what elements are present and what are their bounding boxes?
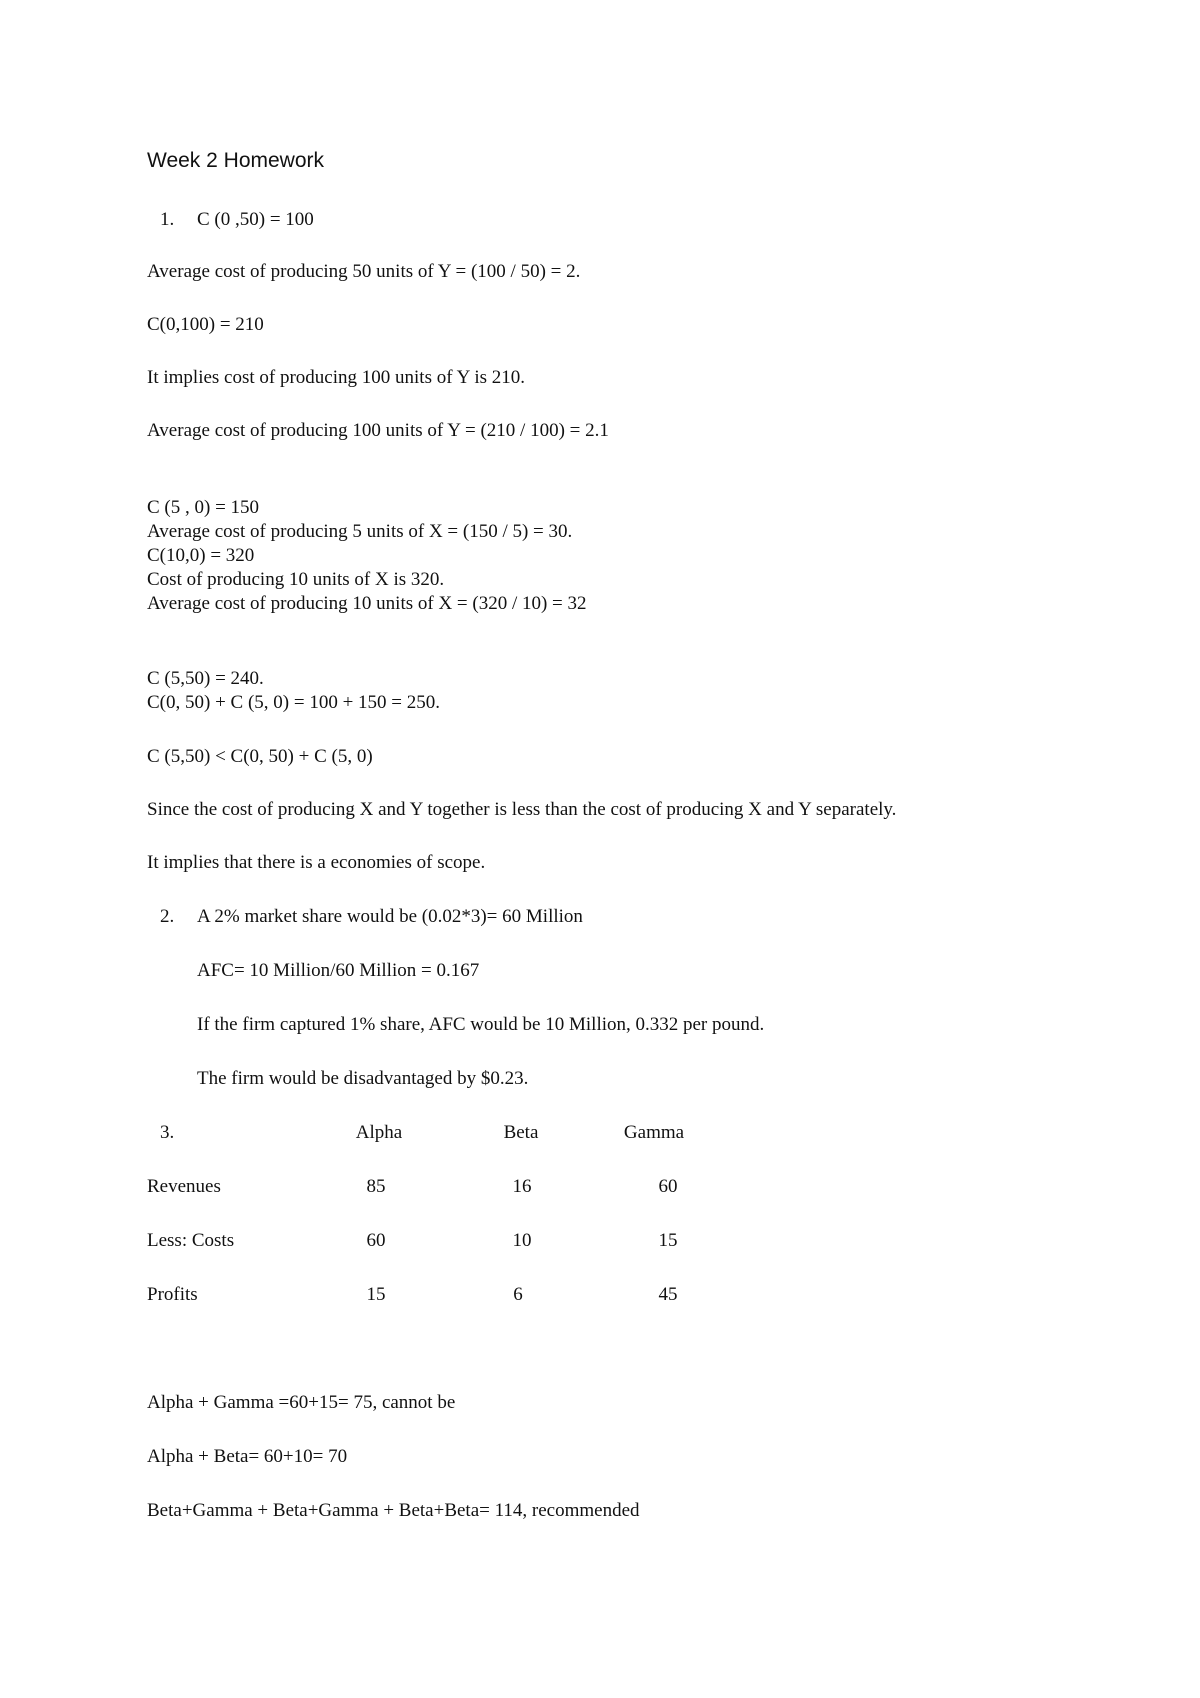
q3-number: 3. xyxy=(160,1122,175,1143)
q2-line: A 2% market share would be (0.02*3)= 60 Million xyxy=(197,906,583,927)
q1-line: C(0, 50) + C (5, 0) = 100 + 150 = 250. xyxy=(147,692,441,713)
q1-line: Since the cost of producing X and Y together is less than the cost of producing X and Y separately. xyxy=(147,799,897,820)
q2-number: 2. xyxy=(160,906,175,927)
q3-conclusion: Beta+Gamma + Beta+Gamma + Beta+Beta= 114, recommended xyxy=(147,1500,640,1521)
q1-line: It implies that there is a economies of scope. xyxy=(147,852,486,873)
q1-line: Average cost of producing 50 units of Y = (100 / 50) = 2. xyxy=(147,261,581,282)
q3-conclusion: Alpha + Beta= 60+10= 70 xyxy=(147,1446,348,1467)
table-cell: 16 xyxy=(512,1176,532,1197)
table-cell: 10 xyxy=(512,1230,532,1251)
q2-line: If the firm captured 1% share, AFC would be 10 Million, 0.332 per pound. xyxy=(197,1014,765,1035)
table-column-header: Gamma xyxy=(623,1122,685,1143)
table-cell: 15 xyxy=(658,1230,678,1251)
q1-line: C(10,0) = 320 xyxy=(147,545,255,566)
table-cell: 60 xyxy=(366,1230,386,1251)
q1-line: Average cost of producing 5 units of X = (150 / 5) = 30. xyxy=(147,521,573,542)
q1-line: Average cost of producing 10 units of X = (320 / 10) = 32 xyxy=(147,593,587,614)
q2-line: The firm would be disadvantaged by $0.23. xyxy=(197,1068,529,1089)
q1-first-line: C (0 ,50) = 100 xyxy=(197,209,314,230)
table-cell: 15 xyxy=(366,1284,386,1305)
q1-line: Average cost of producing 100 units of Y = (210 / 100) = 2.1 xyxy=(147,420,609,441)
table-row-label: Profits xyxy=(147,1284,198,1305)
q2-line: AFC= 10 Million/60 Million = 0.167 xyxy=(197,960,480,981)
table-row-label: Less: Costs xyxy=(147,1230,235,1251)
page-title: Week 2 Homework xyxy=(147,149,325,172)
q3-conclusion: Alpha + Gamma =60+15= 75, cannot be xyxy=(147,1392,456,1413)
q1-line: C (5,50) = 240. xyxy=(147,668,264,689)
table-cell: 45 xyxy=(658,1284,678,1305)
q1-number: 1. xyxy=(160,209,175,230)
table-cell: 60 xyxy=(658,1176,678,1197)
q1-line: C(0,100) = 210 xyxy=(147,314,264,335)
q1-line: C (5 , 0) = 150 xyxy=(147,497,260,518)
q1-line: C (5,50) < C(0, 50) + C (5, 0) xyxy=(147,746,373,767)
table-column-header: Beta xyxy=(503,1122,539,1143)
table-column-header: Alpha xyxy=(355,1122,403,1143)
table-cell: 85 xyxy=(366,1176,386,1197)
table-cell: 6 xyxy=(513,1284,523,1305)
table-row-label: Revenues xyxy=(147,1176,221,1197)
q1-line: Cost of producing 10 units of X is 320. xyxy=(147,569,445,590)
q1-line: It implies cost of producing 100 units of Y is 210. xyxy=(147,367,526,388)
